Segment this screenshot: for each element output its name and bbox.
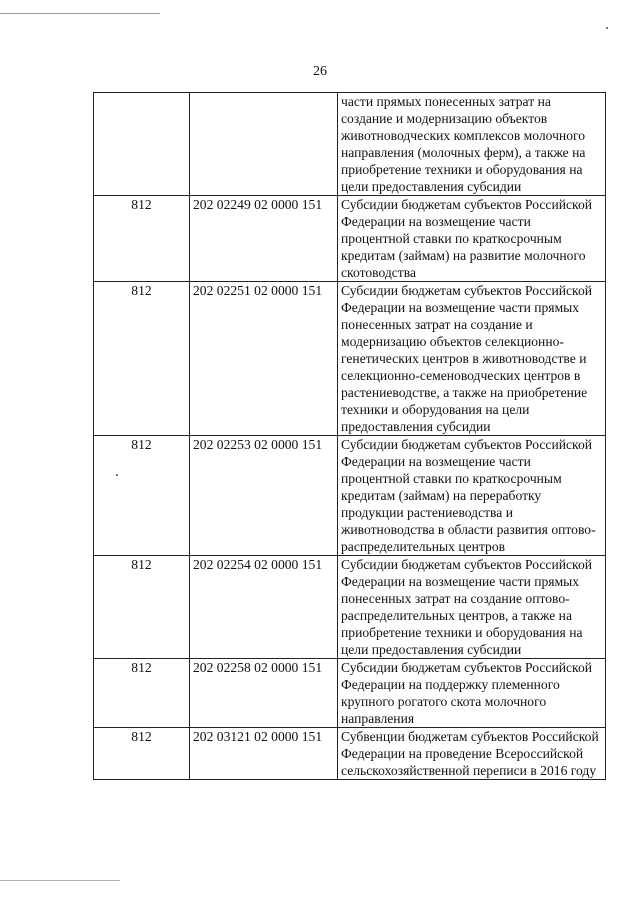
admin-code-cell <box>94 93 190 196</box>
table-row <box>94 196 606 282</box>
budget-code-cell: 202 02253 02 0000 151 <box>190 436 338 556</box>
admin-code-cell: 812 <box>94 282 190 436</box>
table-row <box>94 436 606 556</box>
description-cell: Субсидии бюджетам субъектов Российской Федерации на поддержку племенного крупного рогатого скота молочного направления <box>338 659 606 728</box>
table-row <box>94 556 606 659</box>
page-number: 26 <box>313 64 327 79</box>
scan-edge-line-bottom <box>0 880 120 881</box>
revenue-codes-table <box>93 92 606 780</box>
description-cell: Субвенции бюджетам субъектов Российской Федерации на проведение Всероссийской сельскохозяйственной переписи в 2016 году <box>338 728 606 780</box>
admin-code-cell: 812 <box>94 556 190 659</box>
table-row <box>94 93 606 196</box>
admin-code-cell: 812 <box>94 196 190 282</box>
admin-code-cell: 812 <box>94 728 190 780</box>
scan-speck <box>606 27 608 29</box>
budget-code-cell: 202 02249 02 0000 151 <box>190 196 338 282</box>
table-row <box>94 728 606 780</box>
admin-code-cell: 812 <box>94 436 190 556</box>
budget-code-cell: 202 03121 02 0000 151 <box>190 728 338 780</box>
admin-code-cell: 812 <box>94 659 190 728</box>
table-row <box>94 282 606 436</box>
table-row <box>94 659 606 728</box>
description-cell: Субсидии бюджетам субъектов Российской Федерации на возмещение части процентной ставки по краткосрочным кредитам (займам) на развитие молочного скотоводства <box>338 196 606 282</box>
budget-code-cell <box>190 93 338 196</box>
description-cell: Субсидии бюджетам субъектов Российской Федерации на возмещение части прямых понесенных затрат на создание и модернизацию объектов селекционно-генетических центров в животноводстве и селекционно-семеноводческих центров в растениеводстве, а также на приобретение техники и оборудования на цели предоставления субсидии <box>338 282 606 436</box>
budget-code-cell: 202 02254 02 0000 151 <box>190 556 338 659</box>
budget-code-cell: 202 02251 02 0000 151 <box>190 282 338 436</box>
budget-code-cell: 202 02258 02 0000 151 <box>190 659 338 728</box>
scan-edge-line-top <box>0 13 160 14</box>
description-cell: части прямых понесенных затрат на создание и модернизацию объектов животноводческих комплексов молочного направления (молочных ферм), а также на приобретение техники и оборудования на цели предоставления субсидии <box>338 93 606 196</box>
description-cell: Субсидии бюджетам субъектов Российской Федерации на возмещение части процентной ставки по краткосрочным кредитам (займам) на переработку продукции растениеводства и животноводства в области развития оптово-распределительных центров <box>338 436 606 556</box>
description-cell: Субсидии бюджетам субъектов Российской Федерации на возмещение части прямых понесенных затрат на создание оптово-распределительных центров, а также на приобретение техники и оборудования на цели предоставления субсидии <box>338 556 606 659</box>
